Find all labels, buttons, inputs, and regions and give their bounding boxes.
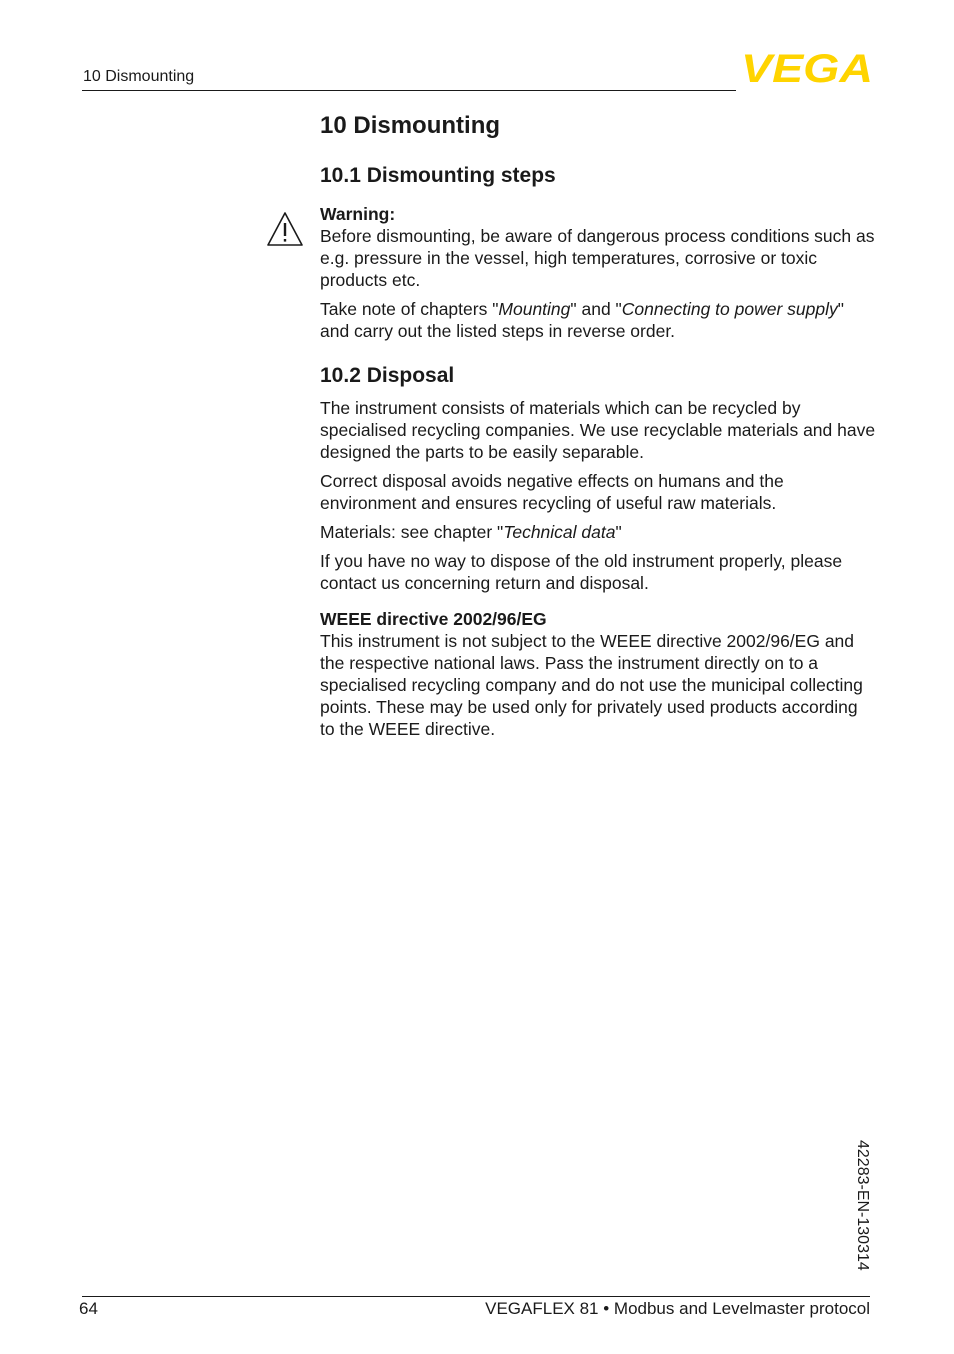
disposal-para-return: If you have no way to dispose of the old instrument properly, please contact us concerning return and disposal.	[320, 551, 843, 593]
logo-text: VEGA	[741, 52, 873, 84]
dismounting-steps-body	[320, 203, 876, 349]
document-code: 42283-EN-130314	[854, 1140, 871, 1271]
weee-title: WEEE directive 2002/96/EG	[320, 609, 547, 629]
running-header: 10 Dismounting	[83, 68, 195, 85]
chapter-ref-technical-data: Technical data	[503, 522, 616, 542]
vega-logo	[741, 52, 873, 84]
note-text: Take note of chapters "	[320, 299, 499, 319]
chapter-ref-mounting: Mounting	[498, 299, 571, 319]
warning-triangle-icon	[266, 211, 304, 247]
product-name: VEGAFLEX 81 • Modbus and Levelmaster protocol	[485, 1299, 870, 1318]
warning-text: Before dismounting, be aware of dangerous process conditions such as e.g. pressure in the vessel, high temperatures, corrosive or toxic products etc.	[320, 226, 875, 290]
note-text: " and carry out the listed steps in reverse order.	[320, 299, 844, 341]
materials-reference	[320, 521, 876, 543]
warning-label: Warning:	[320, 204, 396, 224]
weee-text: This instrument is not subject to the WEEE directive 2002/96/EG and the respective national laws. Pass the instrument directly on to a specialised recycling company and do not use the municipal collecting points. These may be used only for privately used products according to the WEEE directive.	[320, 631, 863, 739]
chapter-ref-power-supply: Connecting to power supply	[621, 299, 838, 319]
materials-text: Materials: see chapter "	[320, 522, 504, 542]
disposal-para-environment: Correct disposal avoids negative effects on humans and the environment and ensures recycling of useful raw materials.	[320, 471, 784, 513]
reverse-order-note	[320, 298, 876, 342]
materials-text: "	[615, 522, 622, 542]
page-number: 64	[79, 1299, 98, 1318]
disposal-para-materials: The instrument consists of materials which can be recycled by specialised recycling companies. We use recyclable materials and have designed the parts to be easily separable.	[320, 398, 876, 462]
section-title-dismounting-steps: 10.1 Dismounting steps	[320, 164, 556, 187]
disposal-body	[320, 397, 876, 747]
note-text: " and "	[570, 299, 622, 319]
header-rule	[82, 90, 736, 91]
chapter-title: 10 Dismounting	[320, 112, 501, 139]
footer-rule	[82, 1296, 870, 1297]
section-title-disposal: 10.2 Disposal	[320, 364, 455, 387]
